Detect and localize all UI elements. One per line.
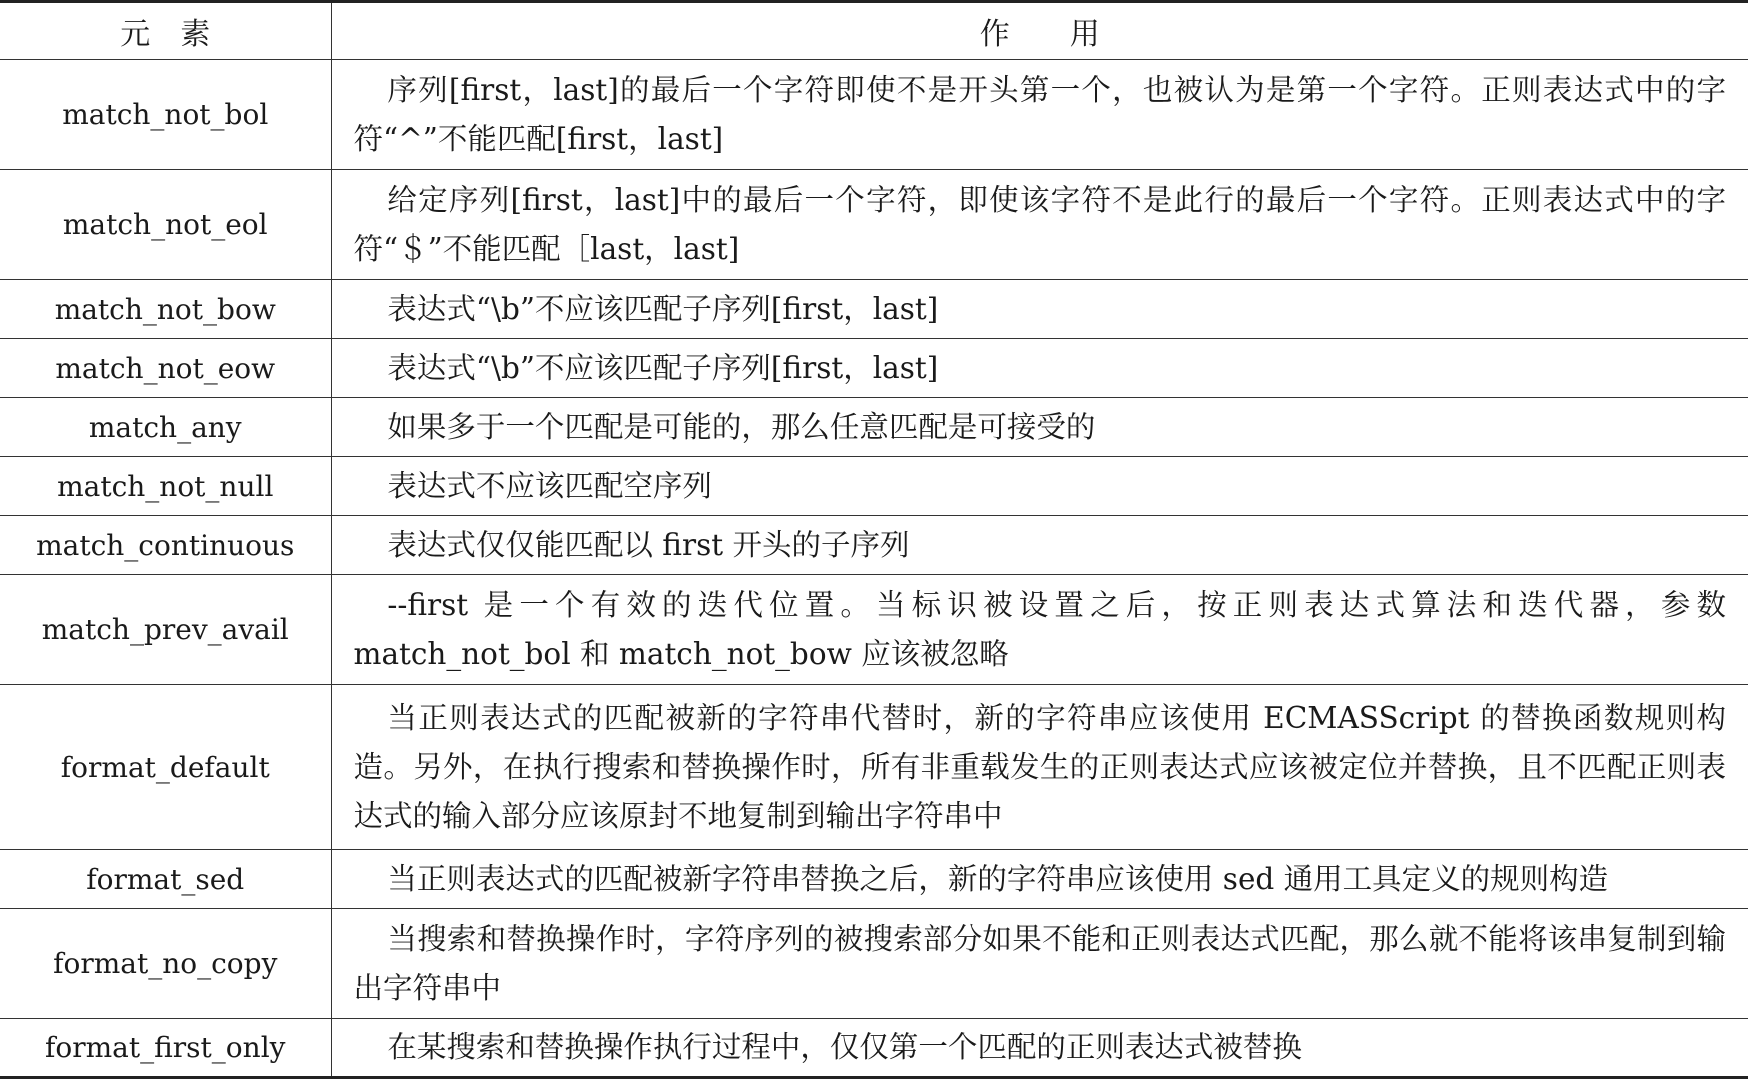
description-cell: 当搜索和替换操作时，字符序列的被搜索部分如果不能和正则表达式匹配，那么就不能将该串复制到输出字符串中 — [331, 909, 1748, 1019]
table-row — [0, 170, 1748, 280]
table-header — [0, 2, 1748, 60]
table-row — [0, 685, 1748, 850]
element-cell: match_continuous — [0, 516, 331, 575]
element-cell: match_prev_avail — [0, 575, 331, 685]
element-cell: match_not_eow — [0, 339, 331, 398]
element-cell: format_default — [0, 685, 331, 850]
table-row — [0, 339, 1748, 398]
description-cell: 序列[first，last]的最后一个字符即使不是开头第一个，也被认为是第一个字符。正则表达式中的字符“^”不能匹配[first，last] — [331, 60, 1748, 170]
table-row — [0, 909, 1748, 1019]
table-row — [0, 575, 1748, 685]
table-row — [0, 850, 1748, 909]
table-body — [0, 60, 1748, 1078]
description-cell: 当正则表达式的匹配被新的字符串代替时，新的字符串应该使用 ECMASScript 的替换函数规则构造。另外，在执行搜索和替换操作时，所有非重载发生的正则表达式应该被定位并替换，且不匹配正则表达式的输入部分应该原封不地复制到输出字符串中 — [331, 685, 1748, 850]
element-cell: format_sed — [0, 850, 331, 909]
table-row — [0, 280, 1748, 339]
description-cell: 表达式“\b”不应该匹配子序列[first，last] — [331, 280, 1748, 339]
element-cell: match_not_bol — [0, 60, 331, 170]
element-cell: match_any — [0, 398, 331, 457]
description-cell: 表达式仅仅能匹配以 first 开头的子序列 — [331, 516, 1748, 575]
table-row — [0, 60, 1748, 170]
header-element: 元 素 — [0, 2, 331, 60]
table-row — [0, 398, 1748, 457]
element-cell: format_no_copy — [0, 909, 331, 1019]
description-cell: 表达式不应该匹配空序列 — [331, 457, 1748, 516]
description-cell: 表达式“\b”不应该匹配子序列[first，last] — [331, 339, 1748, 398]
description-cell: 当正则表达式的匹配被新字符串替换之后，新的字符串应该使用 sed 通用工具定义的规则构造 — [331, 850, 1748, 909]
table-row — [0, 1019, 1748, 1078]
table-row — [0, 457, 1748, 516]
description-cell: 在某搜索和替换操作执行过程中，仅仅第一个匹配的正则表达式被替换 — [331, 1019, 1748, 1078]
description-cell: 如果多于一个匹配是可能的，那么任意匹配是可接受的 — [331, 398, 1748, 457]
header-row — [0, 2, 1748, 60]
element-cell: match_not_bow — [0, 280, 331, 339]
header-purpose: 作 用 — [331, 2, 1748, 60]
element-cell: match_not_null — [0, 457, 331, 516]
table-row — [0, 516, 1748, 575]
element-cell: match_not_eol — [0, 170, 331, 280]
description-cell: 给定序列[first，last]中的最后一个字符，即使该字符不是此行的最后一个字符。正则表达式中的字符“＄”不能匹配［last，last] — [331, 170, 1748, 280]
element-cell: format_first_only — [0, 1019, 331, 1078]
description-cell: --first 是一个有效的迭代位置。当标识被设置之后，按正则表达式算法和迭代器，参数 match_not_bol 和 match_not_bow 应该被忽略 — [331, 575, 1748, 685]
